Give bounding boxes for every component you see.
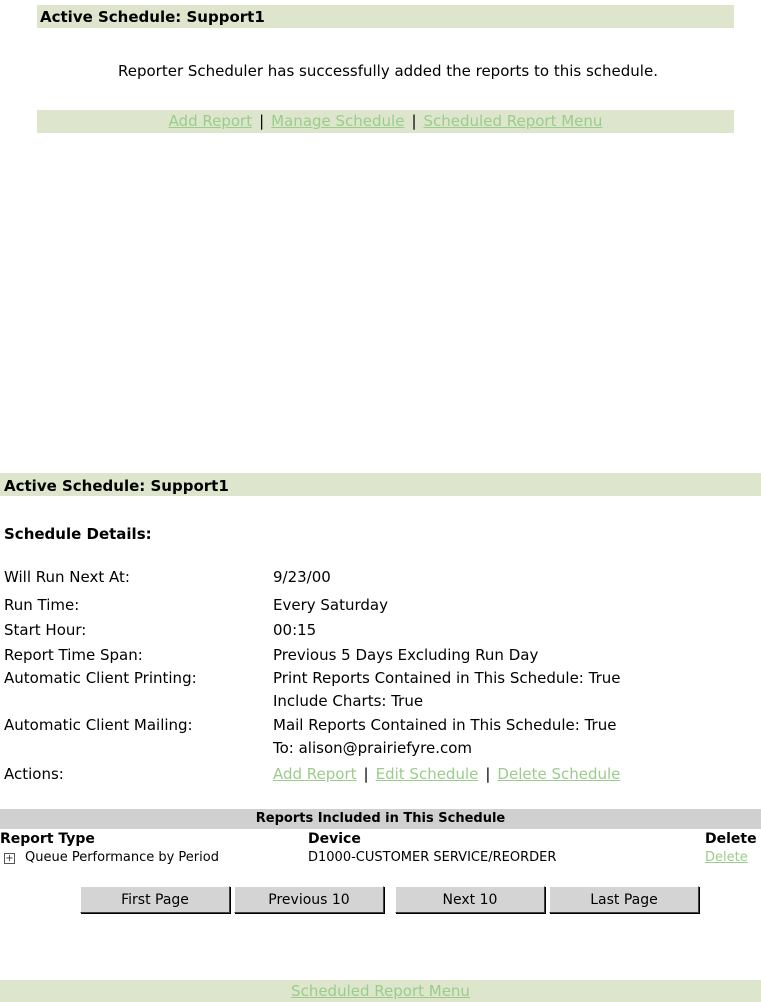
report-type-cell: Queue Performance by Period <box>25 850 219 865</box>
start-hour-label: Start Hour: <box>4 621 87 639</box>
actions-links <box>273 765 620 783</box>
manage-schedule-link[interactable]: Manage Schedule <box>271 112 405 130</box>
client-mailing-label: Automatic Client Mailing: <box>4 716 193 734</box>
previous-10-button[interactable]: Previous 10 <box>234 886 384 913</box>
start-hour-value: 00:15 <box>273 621 317 639</box>
actions-separator: | <box>363 765 369 783</box>
reports-table-header: Reports Included in This Schedule <box>0 809 761 829</box>
delete-schedule-link[interactable]: Delete Schedule <box>497 765 621 783</box>
run-time-label: Run Time: <box>4 596 80 614</box>
report-type-column-header: Report Type <box>0 831 95 847</box>
add-report-link[interactable]: Add Report <box>168 112 253 130</box>
page-title: Active Schedule: Support1 <box>40 8 265 26</box>
add-report-action-link[interactable]: Add Report <box>273 765 357 783</box>
next-run-label: Will Run Next At: <box>4 568 130 586</box>
run-time-value: Every Saturday <box>273 596 388 614</box>
mail-to-value: To: alison@prairiefyre.com <box>273 739 473 757</box>
top-title-bar <box>37 5 734 28</box>
expand-row-icon[interactable]: + <box>5 853 14 864</box>
include-charts-value: Include Charts: True <box>273 692 424 710</box>
schedule-details-heading: Schedule Details: <box>4 525 152 543</box>
nav-separator: | <box>259 112 265 130</box>
client-printing-value: Print Reports Contained in This Schedule: True <box>273 669 621 687</box>
top-nav-bar <box>37 110 734 133</box>
time-span-value: Previous 5 Days Excluding Run Day <box>273 646 539 664</box>
client-mailing-value: Mail Reports Contained in This Schedule: True <box>273 716 617 734</box>
delete-column-header: Delete <box>705 831 757 847</box>
first-page-button[interactable]: First Page <box>80 886 230 913</box>
scheduled-report-menu-link[interactable]: Scheduled Report Menu <box>423 112 603 130</box>
client-printing-label: Automatic Client Printing: <box>4 669 197 687</box>
schedule-title-bar <box>0 473 761 496</box>
time-span-label: Report Time Span: <box>4 646 143 664</box>
device-column-header: Device <box>308 831 361 847</box>
footer-nav-bar <box>0 980 761 1002</box>
delete-report-link[interactable]: Delete <box>705 850 748 865</box>
edit-schedule-link[interactable]: Edit Schedule <box>375 765 479 783</box>
schedule-title: Active Schedule: Support1 <box>4 477 229 495</box>
next-10-button[interactable]: Next 10 <box>395 886 545 913</box>
nav-separator: | <box>411 112 417 130</box>
last-page-button[interactable]: Last Page <box>549 886 699 913</box>
actions-separator: | <box>485 765 491 783</box>
device-cell: D1000-CUSTOMER SERVICE/REORDER <box>308 850 557 865</box>
next-run-value: 9/23/00 <box>273 568 331 586</box>
success-message: Reporter Scheduler has successfully added the reports to this schedule. <box>118 62 658 80</box>
actions-label: Actions: <box>4 765 64 783</box>
footer-scheduled-report-menu-link[interactable]: Scheduled Report Menu <box>291 982 470 1000</box>
